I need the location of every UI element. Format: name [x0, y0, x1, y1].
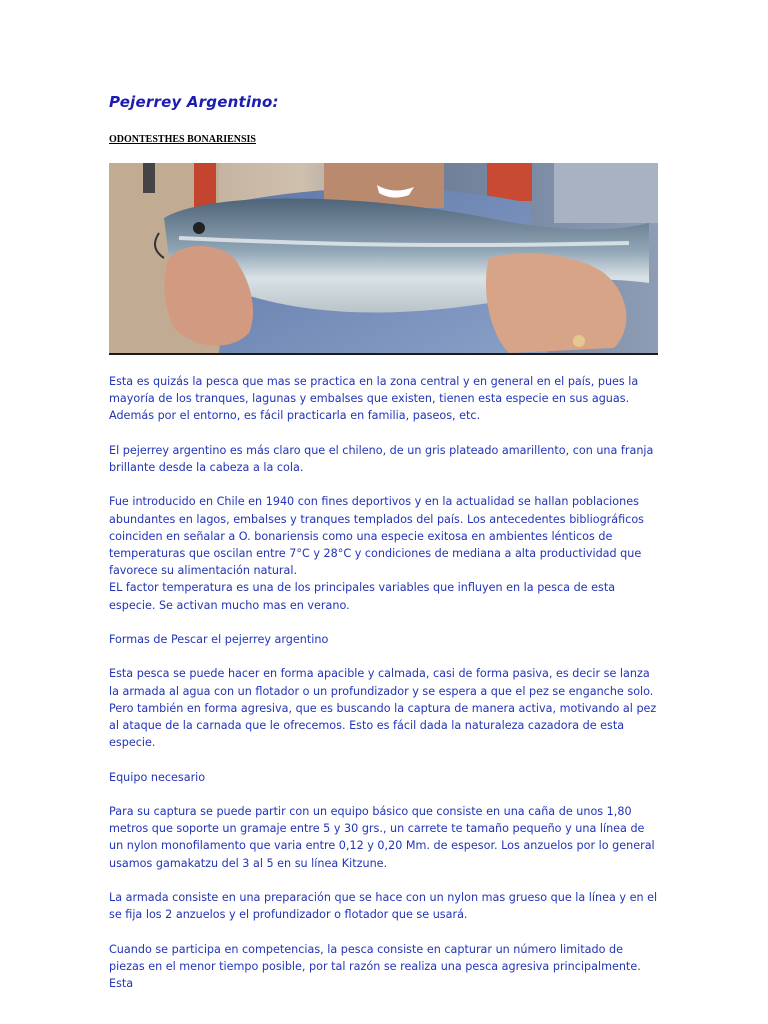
page-title: Pejerrey Argentino:	[109, 93, 279, 111]
paragraph: Para su captura se puede partir con un equipo básico que consiste en una caña de unos 1,80 metros que soporte un gramaje entre 5 y 30 grs., un carrete te tamaño pequeño y una línea de un nylon monofilamento que varia entre 0,12 y 0,20 Mm. de espesor. Los anzuelos por lo general usamos gamakatzu del 3 al 5 en su línea Kitzune.	[109, 804, 655, 870]
section-heading: Equipo necesario	[109, 770, 206, 784]
paragraph: Esta pesca se puede hacer en forma apacible y calmada, casi de forma pasiva, es decir se lanza la armada al agua con un flotador o un profundizador y se espera a que el pez se enganche solo. Pero también en forma agresiva, que es buscando la captura de manera activa, motivando al pez al ataque de la carnada que le ofrecemos. Esto es fácil dada la naturaleza cazadora de esta especie.	[109, 667, 657, 750]
paragraph: Fue introducido en Chile en 1940 con fines deportivos y en la actualidad se hallan poblaciones abundantes en lagos, embalses y tranques templados del país. Los antecedentes bibliográficos coinciden en señalar a O. bonariensis como una especie exitosa en ambientes lénticos de temperaturas que oscilan entre 7°C y 28°C y condiciones de mediana a alta productividad que favorece su alimentación natural.	[109, 495, 644, 578]
article-body	[109, 373, 659, 1009]
species-subtitle: ODONTESTHES BONARIENSIS	[109, 134, 256, 145]
paragraph: Esta es quizás la pesca que mas se practica en la zona central y en general en el país, pues la mayoría de los tranques, lagunas y embalses que existen, tienen esta especie en sus aguas. Además por el entorno, es fácil practicarla en familia, paseos, etc.	[109, 375, 639, 423]
paragraph: El pejerrey argentino es más claro que el chileno, de un gris plateado amarillento, con una franja brillante desde la cabeza a la cola.	[109, 443, 654, 474]
section-heading: Formas de Pescar el pejerrey argentino	[109, 633, 329, 646]
fish-photo	[109, 163, 658, 355]
paragraph: La armada consiste en una preparación que se hace con un nylon mas grueso que la línea y en el se fija los 2 anzuelos y el profundizador o flotador que se usará.	[109, 890, 658, 922]
paragraph: Cuando se participa en competencias, la pesca consiste en capturar un número limitado de piezas en el menor tiempo posible, por tal razón se realiza una pesca agresiva principalmente. Esta	[109, 942, 641, 990]
paragraph: EL factor temperatura es una de los principales variables que influyen en la pesca de esta especie. Se activan mucho mas en verano.	[109, 581, 616, 612]
